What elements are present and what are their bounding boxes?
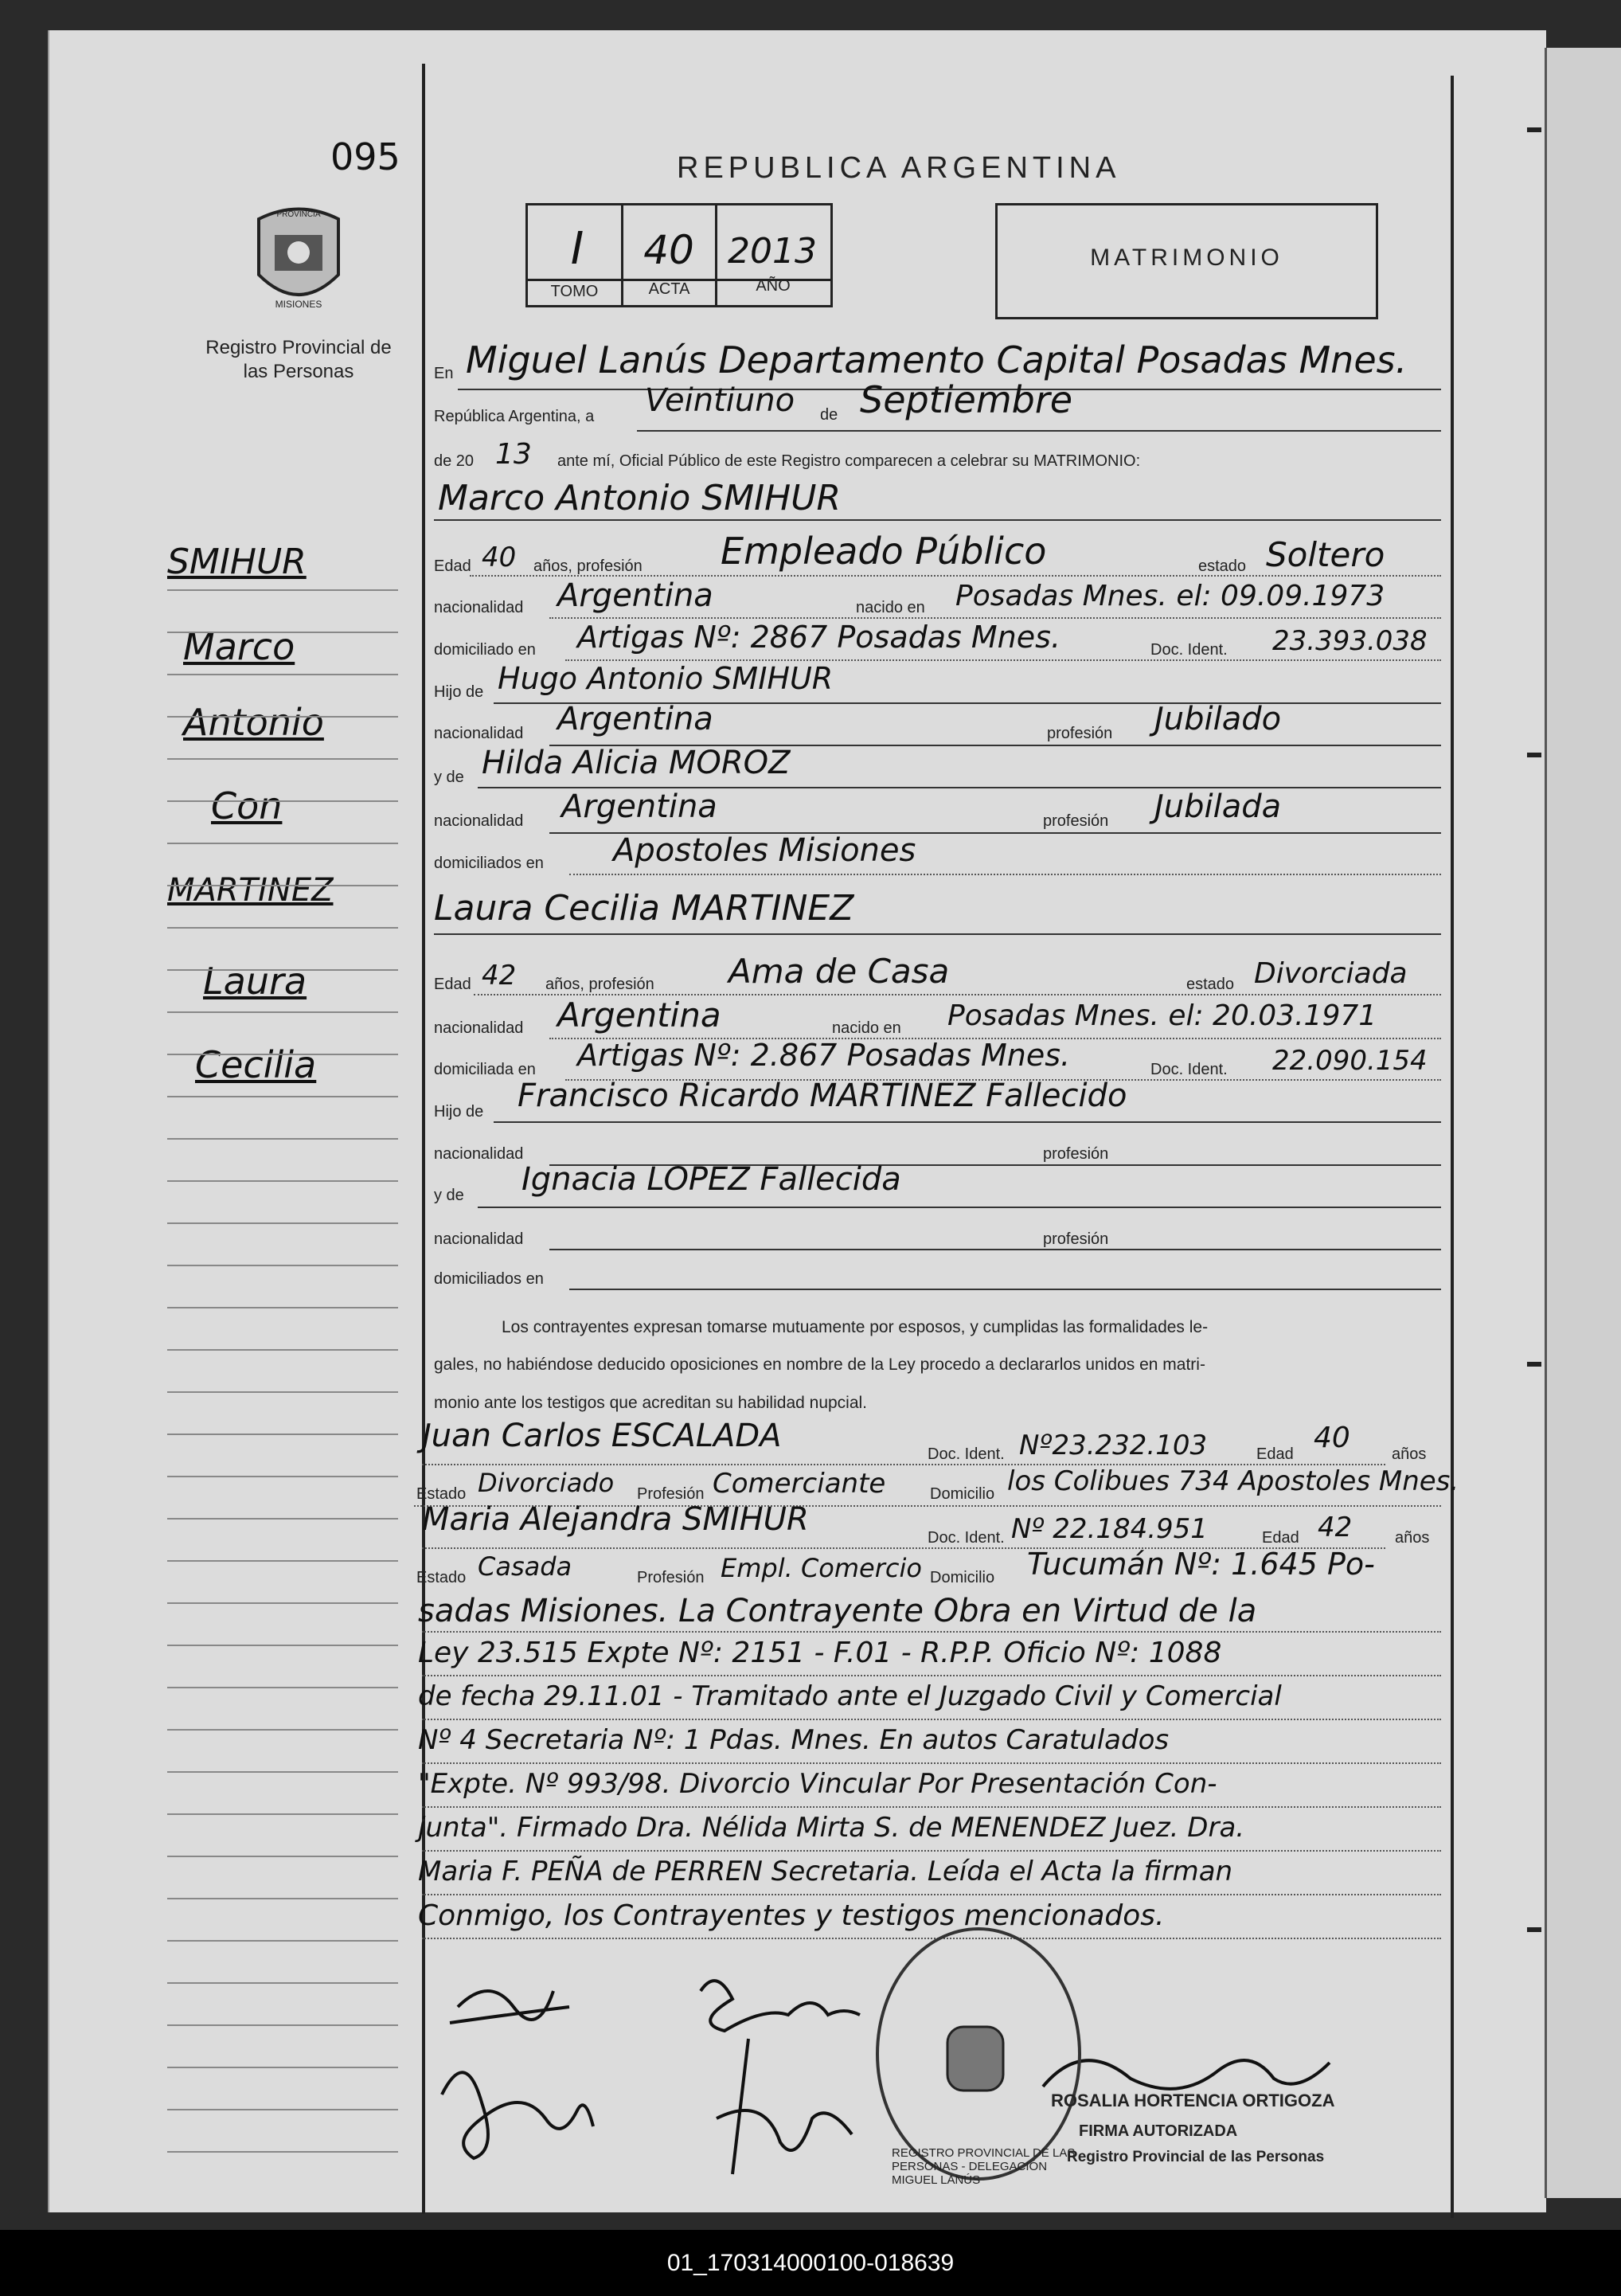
note-underline [422, 1894, 1441, 1895]
signature-contrayente [426, 1959, 625, 2198]
bride-nacido: Posadas Mnes. el: 20.03.1971 [947, 999, 1377, 1032]
edad-label: Edad [1262, 1529, 1299, 1547]
official-org: Registro Provincial de las Personas [1067, 2149, 1325, 2165]
edad-label: Edad [434, 557, 471, 575]
margin-ruled-line [167, 1982, 398, 1984]
estado-label: Estado [416, 1569, 467, 1586]
margin-ruled-line [167, 2151, 398, 2153]
margin-ruled-line [167, 2067, 398, 2068]
margin-ruled-line [167, 1813, 398, 1815]
acta-label: ACTA [648, 280, 690, 298]
note-line: sadas Misiones. La Contrayente Obra en Virtud de la [418, 1593, 1257, 1629]
groom-name: Marco Antonio SMIHUR [438, 478, 842, 518]
date-line [637, 430, 1441, 432]
republica-label: República Argentina, a [434, 408, 595, 425]
nacido-label: nacido en [856, 599, 925, 616]
witness2-edad: 42 [1318, 1512, 1353, 1543]
en-label: En [434, 365, 454, 382]
margin-ruled-line [167, 1560, 398, 1562]
note-line: junta". Firmado Dra. Nélida Mirta S. de MENENDEZ Juez. Dra. [418, 1812, 1245, 1844]
hijo-label: Hijo de [434, 1103, 484, 1121]
doc-label: Doc. Ident. [1150, 641, 1228, 659]
groom-nacionalidad: Argentina [557, 577, 713, 614]
nacionalidad-label: nacionalidad [434, 599, 524, 616]
margin-ruled-line [167, 1265, 398, 1266]
groom-parents-domicilio: Apostoles Misiones [613, 832, 916, 869]
margin-ruled-line [167, 1434, 398, 1435]
signature-witness [669, 1959, 876, 2182]
witness1-profesion: Comerciante [713, 1468, 886, 1500]
bride-edad: 42 [482, 960, 517, 992]
doc-label: Doc. Ident. [928, 1529, 1005, 1547]
margin-ruled-line [167, 885, 398, 886]
doc-label: Doc. Ident. [928, 1445, 1005, 1463]
margin-ruled-line [167, 800, 398, 802]
margin-ruled-line [167, 716, 398, 718]
solid-line [569, 1289, 1441, 1290]
nacido-label: nacido en [832, 1019, 901, 1037]
margin-ruled-line [167, 1138, 398, 1140]
margin-ruled-line [167, 1687, 398, 1688]
edad-label: Edad [434, 976, 471, 993]
groom-mother: Hilda Alicia MOROZ [482, 745, 791, 781]
bride-name: Laura Cecilia MARTINEZ [434, 888, 854, 929]
margin-name: Marco [183, 625, 295, 668]
note-underline [422, 1762, 1441, 1764]
witness1-domicilio: los Colibues 734 Apostoles Mnes. [1007, 1465, 1459, 1497]
place: Miguel Lanús Departamento Capital Posadas Mnes. [466, 338, 1408, 381]
margin-ruled-line [167, 1054, 398, 1055]
anos-label: años [1395, 1529, 1430, 1547]
domiciliada-label: domiciliada en [434, 1061, 536, 1078]
margin-ruled-line [167, 969, 398, 971]
official-title: FIRMA AUTORIZADA [1079, 2122, 1238, 2140]
note-underline [422, 1675, 1441, 1676]
anos-profesion-label: años, profesión [545, 976, 654, 993]
margin-ruled-line [167, 589, 398, 591]
page-edge [1545, 48, 1621, 2198]
groom-name-line [434, 519, 1441, 521]
bride-name-line [434, 933, 1441, 935]
margin-ruled-line [167, 1391, 398, 1393]
margin-ruled-line [167, 1349, 398, 1351]
dotted-line [549, 617, 1441, 619]
margin-ruled-line [167, 1307, 398, 1308]
year-suffix: 13 [495, 438, 532, 471]
groom-doc: 23.393.038 [1272, 625, 1428, 657]
right-margin-rule [1451, 76, 1454, 2218]
nacionalidad-label: nacionalidad [434, 1019, 524, 1037]
note-line: Conmigo, los Contrayentes y testigos mencionados. [418, 1899, 1165, 1932]
groom-mother-profesion: Jubilada [1154, 788, 1282, 825]
witness1-name: Juan Carlos ESCALADA [422, 1418, 782, 1454]
domicilio-label: Domicilio [930, 1569, 995, 1586]
declaration-line: Los contrayentes expresan tomarse mutuamente por esposos, y cumplidas las formalidades le- [502, 1318, 1209, 1336]
margin-ruled-line [167, 1011, 398, 1013]
note-line: Nº 4 Secretaria Nº: 1 Pdas. Mnes. En autos Caratulados [418, 1724, 1170, 1756]
groom-father-nacionalidad: Argentina [557, 701, 713, 737]
bride-father: Francisco Ricardo MARTINEZ Fallecido [518, 1078, 1127, 1114]
margin-name: Laura [203, 960, 307, 1003]
note-underline [422, 1806, 1441, 1808]
witness1-edad: 40 [1314, 1422, 1350, 1454]
groom-father-profesion: Jubilado [1154, 701, 1282, 737]
anos-label: años [1392, 1445, 1427, 1463]
note-underline [422, 1938, 1441, 1939]
nacionalidad-label: nacionalidad [434, 812, 524, 830]
note-underline [422, 1631, 1441, 1633]
groom-mother-nacionalidad: Argentina [561, 788, 717, 825]
domiciliados-label: domiciliados en [434, 1270, 544, 1288]
margin-ruled-line [167, 1096, 398, 1097]
anio-value: 2013 [728, 231, 817, 272]
margin-name: Con [211, 784, 283, 827]
margin-ruled-line [167, 843, 398, 844]
day: Veintiuno [645, 382, 795, 419]
bride-doc: 22.090.154 [1272, 1045, 1428, 1077]
doc-label: Doc. Ident. [1150, 1061, 1228, 1078]
estado-label: estado [1186, 976, 1235, 993]
page-number: 095 [330, 135, 400, 178]
bride-profesion: Ama de Casa [728, 952, 950, 991]
margin-ruled-line [167, 674, 398, 675]
profesion-label: Profesión [637, 1569, 705, 1586]
margin-name: SMIHUR [167, 542, 307, 582]
year-prefix: de 20 [434, 452, 475, 470]
declaration-line: gales, no habiéndose deducido oposiciones en nombre de la Ley procedo a declararlos unidos en matri- [434, 1355, 1205, 1374]
witness2-profesion: Empl. Comercio [721, 1553, 922, 1583]
seal-text-bottom: MISIONES [275, 299, 322, 310]
margin-ruled-line [167, 1898, 398, 1899]
profesion-label: profesión [1043, 812, 1109, 830]
witness1-doc: Nº23.232.103 [1019, 1430, 1208, 1461]
nacionalidad-label: nacionalidad [434, 1230, 524, 1248]
note-underline [422, 1850, 1441, 1852]
stamp-circle-text: REGISTRO PROVINCIAL DE LAS PERSONAS - DELEGACIÓN MIGUEL LANÚS [892, 2146, 1076, 2187]
binding-mark [1527, 1927, 1541, 1932]
binding-mark [1527, 127, 1541, 132]
margin-ruled-line [167, 1222, 398, 1224]
record-type: MATRIMONIO [1090, 244, 1283, 271]
registry-name: Registro Provincial de las Personas [205, 337, 392, 382]
de-label: de [820, 406, 838, 424]
month: Septiembre [860, 378, 1073, 421]
groom-estado: Soltero [1266, 535, 1385, 574]
y-de-label: y de [434, 1187, 464, 1204]
binding-mark [1527, 1362, 1541, 1367]
margin-ruled-line [167, 1476, 398, 1477]
margin-ruled-line [167, 1940, 398, 1942]
y-de-label: y de [434, 769, 464, 786]
profesion-label: Profesión [637, 1485, 705, 1503]
profesion-label: profesión [1043, 1230, 1109, 1248]
groom-domicilio: Artigas Nº: 2867 Posadas Mnes. [577, 620, 1061, 655]
bride-domicilio: Artigas Nº: 2.867 Posadas Mnes. [577, 1038, 1071, 1073]
witness2-domicilio: Tucumán Nº: 1.645 Po- [1027, 1547, 1375, 1582]
acta-value: 40 [643, 227, 694, 273]
official-name: ROSALIA HORTENCIA ORTIGOZA [1051, 2091, 1335, 2110]
binding-mark [1527, 753, 1541, 757]
note-line: Maria F. PEÑA de PERREN Secretaria. Leída el Acta la firman [418, 1856, 1233, 1887]
solid-line [549, 1249, 1441, 1250]
margin-ruled-line [167, 1729, 398, 1731]
note-line: "Expte. Nº 993/98. Divorcio Vincular Por Presentación Con- [418, 1768, 1217, 1800]
margin-ruled-line [167, 1771, 398, 1773]
profesion-label: profesión [1047, 725, 1113, 742]
bride-mother: Ignacia LOPEZ Fallecida [521, 1161, 901, 1198]
note-underline [422, 1719, 1441, 1720]
anos-profesion-label: años, profesión [533, 557, 643, 575]
solid-line [478, 1207, 1441, 1208]
groom-father: Hugo Antonio SMIHUR [498, 661, 834, 696]
estado-label: Estado [416, 1485, 467, 1503]
bride-nacionalidad: Argentina [557, 995, 721, 1035]
margin-ruled-line [167, 758, 398, 760]
hijo-label: Hijo de [434, 683, 484, 701]
note-line: Ley 23.515 Expte Nº: 2151 - F.01 - R.P.P. Oficio Nº: 1088 [418, 1637, 1222, 1669]
estado-label: estado [1198, 557, 1247, 575]
groom-nacido: Posadas Mnes. el: 09.09.1973 [955, 580, 1385, 612]
tomo-value: I [570, 223, 584, 275]
nacionalidad-label: nacionalidad [434, 1145, 524, 1163]
margin-name: Antonio [183, 701, 324, 744]
margin-ruled-line [167, 632, 398, 633]
country-title: REPUBLICA ARGENTINA [677, 151, 1121, 185]
margin-name: Cecilia [195, 1043, 317, 1086]
margin-ruled-line [167, 1645, 398, 1646]
margin-name: MARTINEZ [167, 872, 334, 909]
margin-ruled-line [167, 927, 398, 929]
edad-label: Edad [1256, 1445, 1294, 1463]
declaration-line: monio ante los testigos que acreditan su habilidad nupcial. [434, 1394, 868, 1412]
domiciliado-label: domiciliado en [434, 641, 536, 659]
witness2-name: Maria Alejandra SMIHUR [422, 1501, 809, 1538]
nacionalidad-label: nacionalidad [434, 725, 524, 742]
formula: ante mí, Oficial Público de este Registro comparecen a celebrar su MATRIMONIO: [557, 452, 1141, 470]
profesion-label: profesión [1043, 1145, 1109, 1163]
domicilio-label: Domicilio [930, 1485, 995, 1503]
dotted-line [470, 575, 1441, 577]
solid-line [494, 1121, 1441, 1123]
anio-label: AÑO [756, 277, 791, 295]
tomo-label: TOMO [550, 283, 599, 300]
witness1-estado: Divorciado [478, 1468, 615, 1498]
witness2-doc: Nº 22.184.951 [1011, 1513, 1208, 1545]
margin-ruled-line [167, 1180, 398, 1182]
image-id-footer: 01_170314000100-018639 [0, 2230, 1621, 2296]
margin-ruled-line [167, 1602, 398, 1604]
stamp-emblem-icon [932, 2019, 1019, 2098]
groom-edad: 40 [482, 542, 517, 573]
margin-ruled-line [167, 2109, 398, 2110]
margin-ruled-line [167, 1856, 398, 1857]
bride-estado: Divorciada [1254, 957, 1408, 990]
seal-text-top: PROVINCIA [276, 210, 321, 219]
note-line: de fecha 29.11.01 - Tramitado ante el Juzgado Civil y Comercial [418, 1680, 1282, 1712]
witness2-estado: Casada [478, 1551, 572, 1582]
groom-profesion: Empleado Público [721, 530, 1047, 573]
margin-ruled-line [167, 2024, 398, 2026]
margin-ruled-line [167, 1518, 398, 1520]
domiciliados-label: domiciliados en [434, 855, 544, 872]
dotted-line [569, 874, 1441, 875]
left-margin-rule [422, 64, 425, 2214]
